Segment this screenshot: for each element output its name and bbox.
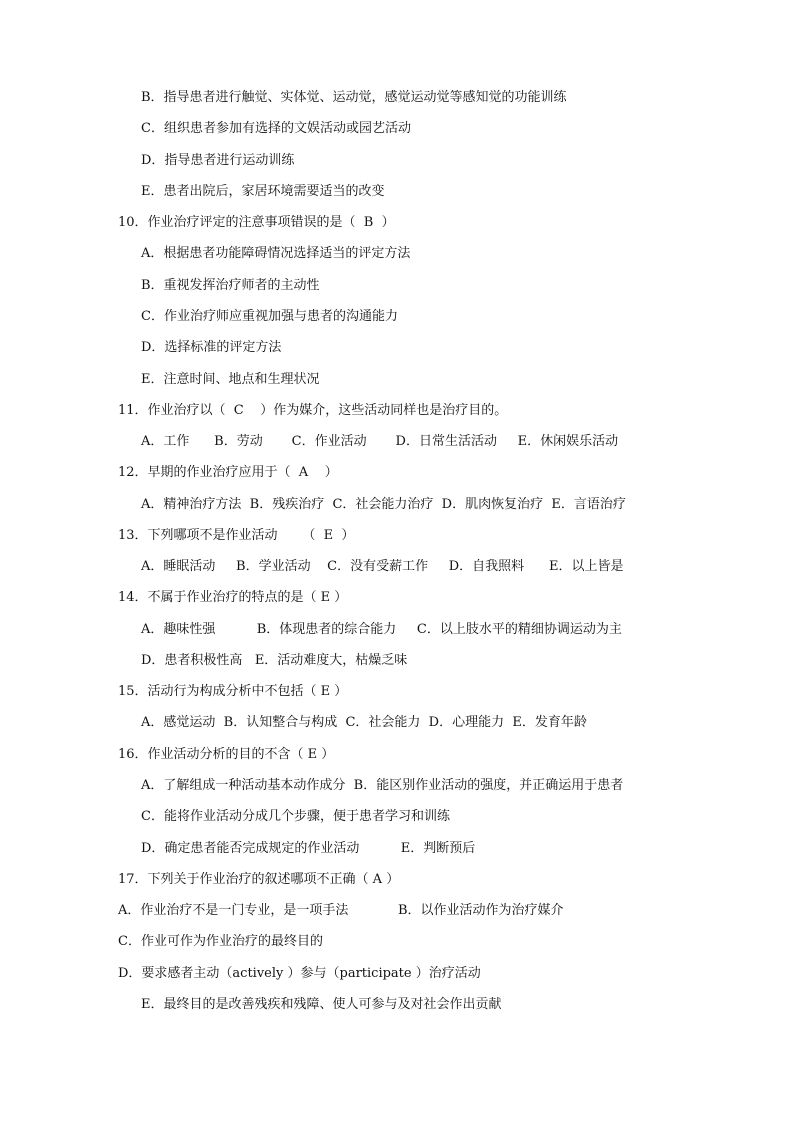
question-line: 13．下列哪项不是作业活动 （ E ）	[118, 528, 355, 543]
option-line: B．指导患者进行触觉、实体觉、运动觉，感觉运动觉等感知觉的功能训练	[141, 90, 567, 105]
option-line: B．重视发挥治疗师者的主动性	[141, 278, 320, 293]
option-line: D．选择标准的评定方法	[141, 340, 282, 355]
option-line: A．睡眠活动 B．学业活动 C．没有受薪工作 D．自我照料 E．以上皆是	[141, 559, 624, 574]
question-line: 16．作业活动分析的目的不含（ E ）	[118, 747, 335, 762]
option-line: C．能将作业活动分成几个步骤，便于患者学习和训练	[141, 809, 450, 824]
option-line: D．要求感者主动（actively ）参与（participate ）治疗活动	[118, 966, 481, 981]
option-line: E．最终目的是改善残疾和残障、使人可参与及对社会作出贡献	[141, 997, 502, 1012]
option-line: A．根据患者功能障碍情况选择适当的评定方法	[141, 246, 411, 261]
option-line: A．作业治疗不是一门专业，是一项手法 B．以作业活动作为治疗媒介	[118, 903, 564, 918]
question-line: 10．作业治疗评定的注意事项错误的是（ B ）	[118, 215, 395, 230]
option-line: A．趣味性强 B．体现患者的综合能力 C．以上肢水平的精细协调运动为主	[141, 622, 622, 637]
option-line: A．感觉运动 B．认知整合与构成 C．社会能力 D．心理能力 E．发育年龄	[141, 715, 587, 730]
option-line: C．组织患者参加有选择的文娱活动或园艺活动	[141, 121, 411, 136]
option-line: E．注意时间、地点和生理状况	[141, 372, 320, 387]
option-line: D．指导患者进行运动训练	[141, 153, 295, 168]
option-line: A．工作 B．劳动 C．作业活动 D．日常生活活动 E．休闲娱乐活动	[141, 434, 619, 449]
option-line: E．患者出院后，家居环境需要适当的改变	[141, 184, 385, 199]
option-line: D．确定患者能否完成规定的作业活动 E．判断预后	[141, 841, 476, 856]
option-line: C．作业治疗师应重视加强与患者的沟通能力	[141, 309, 398, 324]
question-line: 17．下列关于作业治疗的叙述哪项不正确（ A ）	[118, 872, 400, 887]
option-line: D．患者积极性高 E．活动难度大，枯燥乏味	[141, 653, 408, 668]
option-line: A．精神治疗方法 B．残疾治疗 C．社会能力治疗 D．肌肉恢复治疗 E．言语治疗	[141, 497, 626, 512]
option-line: C．作业可作为作业治疗的最终目的	[118, 934, 323, 949]
question-line: 11．作业治疗以（ C ）作为媒介，这些活动同样也是治疗目的。	[118, 403, 508, 418]
question-line: 14．不属于作业治疗的特点的是（ E ）	[118, 590, 348, 605]
option-line: A．了解组成一种活动基本动作成分 B．能区别作业活动的强度，并正确运用于患者	[141, 778, 624, 793]
question-line: 12．早期的作业治疗应用于（ A ）	[118, 465, 338, 480]
question-line: 15．活动行为构成分析中不包括（ E ）	[118, 684, 348, 699]
